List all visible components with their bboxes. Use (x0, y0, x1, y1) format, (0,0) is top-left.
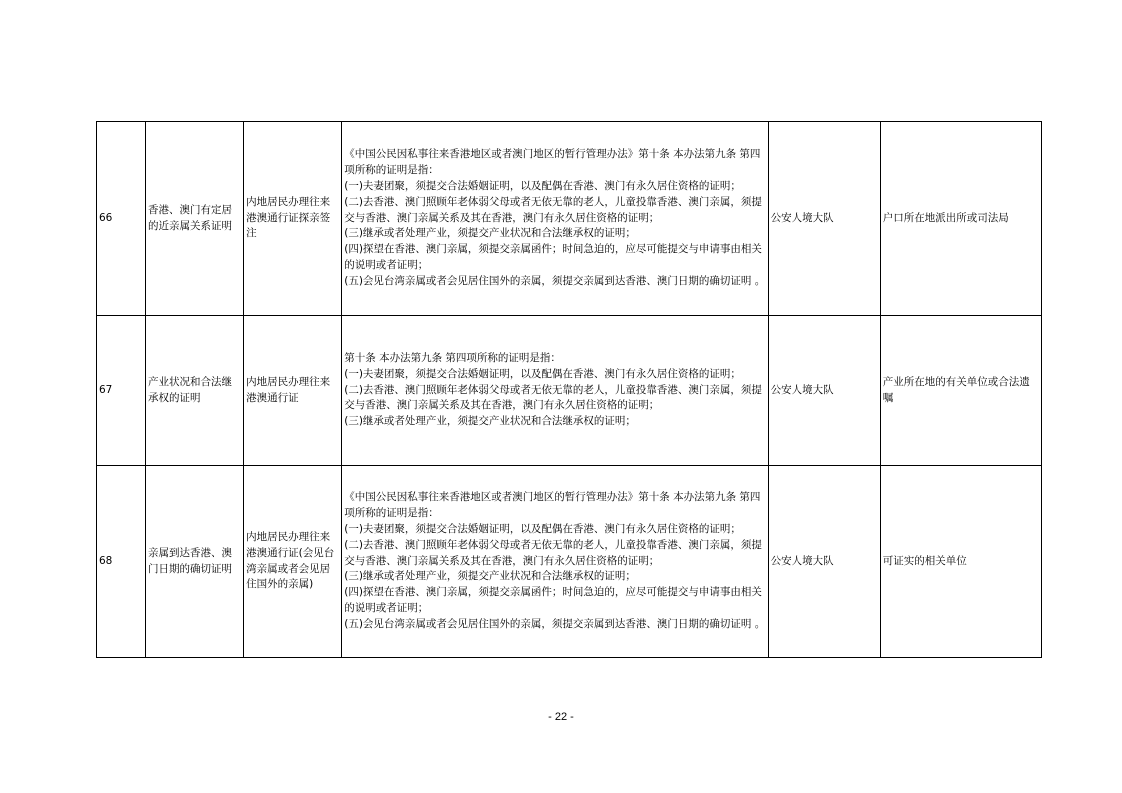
basis-line: (一)夫妻团聚，须提交合法婚姻证明，以及配偶在香港、澳门有永久居住资格的证明； (344, 522, 741, 535)
table-row (97, 122, 1042, 316)
table-row (97, 466, 1042, 658)
basis-line: (一)夫妻团聚，须提交合法婚姻证明，以及配偶在香港、澳门有永久居住资格的证明； (344, 179, 741, 192)
basis-line: (四)探望在香港、澳门亲属，须提交亲属函件；时间急迫的，应尽可能提交与申请事由相关的说明或者证明； (344, 243, 762, 272)
row-number: 68 (97, 466, 146, 658)
issuing-unit: 户口所在地派出所或司法局 (880, 122, 1041, 316)
handling-department: 公安人境大队 (768, 316, 880, 466)
handling-department: 公安人境大队 (768, 122, 880, 316)
row-number: 66 (97, 122, 146, 316)
basis-line: (一)夫妻团聚，须提交合法婚姻证明，以及配偶在香港、澳门有永久居住资格的证明； (344, 367, 741, 380)
service-matter: 内地居民办理往来港澳通行证 (244, 316, 342, 466)
basis-line: (二)去香港、澳门照顾年老体弱父母或者无依无靠的老人，儿童投靠香港、澳门亲属，须提交与香港、澳门亲属关系及其在香港，澳门有永久居住资格的证明； (344, 195, 762, 224)
basis-line: (五)会见台湾亲属或者会见居住国外的亲属，须提交亲属到达香港、澳门日期的确切证明 。 (344, 618, 766, 631)
service-matter: 内地居民办理往来港澳通行证探亲签注 (244, 122, 342, 316)
basis-line: 《中国公民因私事往来香港地区或者澳门地区的暂行管理办法》第十条 本办法第九条 第四项所称的证明是指： (344, 147, 761, 176)
legal-basis (342, 466, 768, 658)
table-row (97, 316, 1042, 466)
basis-line: (二)去香港、澳门照顾年老体弱父母或者无依无靠的老人，儿童投靠香港、澳门亲属，须提交与香港、澳门亲属关系及其在香港，澳门有永久居住资格的证明； (344, 538, 762, 567)
legal-basis (342, 122, 768, 316)
certificate-name: 亲属到达香港、澳门日期的确切证明 (146, 466, 244, 658)
basis-line: 《中国公民因私事往来香港地区或者澳门地区的暂行管理办法》第十条 本办法第九条 第四项所称的证明是指： (344, 490, 761, 519)
basis-line: (二)去香港、澳门照顾年老体弱父母或者无依无靠的老人，儿童投靠香港、澳门亲属，须提交与香港、澳门亲属关系及其在香港，澳门有永久居住资格的证明； (344, 383, 762, 412)
service-matter: 内地居民办理往来港澳通行证(会见台湾亲属或者会见居住国外的亲属) (244, 466, 342, 658)
issuing-unit: 产业所在地的有关单位或合法遗嘱 (880, 316, 1041, 466)
basis-line: (三)继承或者处理产业，须提交产业状况和合法继承权的证明； (344, 227, 636, 240)
basis-line: (四)探望在香港、澳门亲属，须提交亲属函件；时间急迫的，应尽可能提交与申请事由相关的说明或者证明； (344, 586, 762, 615)
basis-line: 第十条 本办法第九条 第四项所称的证明是指： (344, 351, 561, 364)
page-number: - 22 - (548, 711, 574, 723)
basis-line: (三)继承或者处理产业，须提交产业状况和合法继承权的证明； (344, 570, 636, 583)
certificate-name: 香港、澳门有定居的近亲属关系证明 (146, 122, 244, 316)
row-number: 67 (97, 316, 146, 466)
legal-basis (342, 316, 768, 466)
issuing-unit: 可证实的相关单位 (880, 466, 1041, 658)
basis-line: (五)会见台湾亲属或者会见居住国外的亲属，须提交亲属到达香港、澳门日期的确切证明 。 (344, 275, 766, 288)
certificate-name: 产业状况和合法继承权的证明 (146, 316, 244, 466)
certificate-table (96, 121, 1042, 658)
basis-line: (三)继承或者处理产业，须提交产业状况和合法继承权的证明； (344, 415, 636, 428)
handling-department: 公安人境大队 (768, 466, 880, 658)
